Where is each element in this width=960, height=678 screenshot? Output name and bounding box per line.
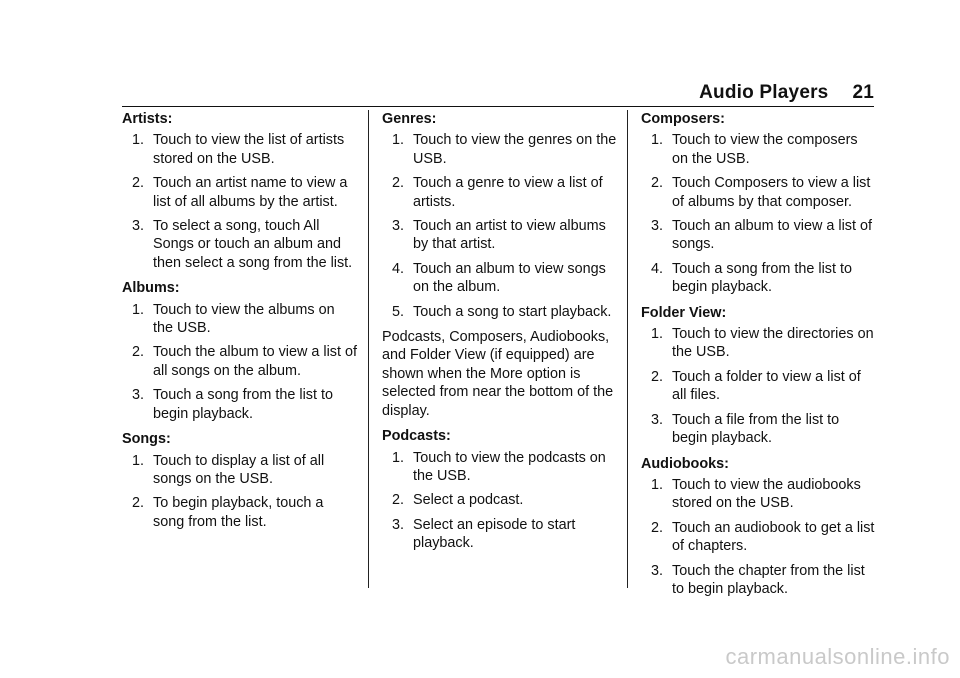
list-item [641, 411, 877, 448]
step-text: Touch an artist name to view a list of all albums by the artist. [153, 175, 348, 210]
list-item [641, 562, 877, 599]
artists-steps [122, 131, 358, 272]
step-number: 5. [391, 303, 404, 320]
list-item [122, 301, 358, 338]
list-item [122, 131, 358, 168]
section-heading-genres: Genres: [382, 111, 437, 127]
step-number: 2. [131, 344, 144, 361]
list-item [641, 217, 877, 254]
step-text: Touch the album to view a list of all songs on the album. [153, 344, 357, 379]
column-3 [641, 110, 877, 605]
list-item [382, 131, 618, 168]
step-text: Touch to display a list of all songs on the USB. [153, 452, 325, 487]
list-item [122, 343, 358, 380]
step-number: 3. [650, 218, 663, 235]
section-heading-albums: Albums: [122, 280, 180, 297]
step-text: Touch an album to view songs on the album. [413, 260, 606, 296]
list-item [641, 368, 877, 405]
step-number: 1. [131, 132, 144, 149]
step-number: 2. [650, 175, 663, 192]
step-number: 1. [391, 132, 404, 149]
section-heading-songs: Songs: [122, 431, 171, 448]
step-text: To select a song, touch All Songs or touch an album and then select a song from the list. [153, 218, 353, 271]
list-item [122, 452, 358, 489]
step-text: Touch a song from the list to begin playback. [672, 260, 852, 296]
step-number: 2. [391, 175, 404, 192]
section-heading-podcasts: Podcasts: [382, 428, 451, 445]
list-item [641, 260, 877, 297]
section-heading-artists: Artists: [122, 111, 173, 127]
albums-steps [122, 301, 358, 423]
audiobooks-steps [641, 476, 877, 598]
composers-steps [641, 131, 877, 296]
section-title: Audio Players [699, 82, 829, 103]
step-number: 3. [650, 562, 663, 579]
list-item [122, 174, 358, 211]
list-item [641, 325, 877, 362]
step-text: Touch Composers to view a list of albums by that composer. [672, 175, 871, 210]
podcasts-steps [382, 449, 618, 553]
step-number: 1. [131, 452, 144, 469]
list-item [641, 476, 877, 513]
step-text: Touch a song from the list to begin playback. [153, 387, 333, 422]
step-text: Touch to view the genres on the USB. [413, 132, 617, 167]
list-item [382, 449, 618, 486]
section-heading-composers: Composers: [641, 111, 725, 127]
step-text: Select an episode to start playback. [413, 516, 576, 552]
column-1 [122, 110, 358, 538]
list-item [122, 217, 358, 272]
step-number: 3. [650, 411, 663, 428]
step-text: Touch to view the directories on the USB. [672, 326, 874, 361]
step-text: Touch to view the podcasts on the USB. [413, 449, 606, 484]
step-text: Touch an album to view a list of songs. [672, 218, 872, 253]
page-header [699, 82, 874, 104]
step-number: 3. [391, 218, 404, 235]
list-item [382, 217, 618, 254]
folder-view-steps [641, 325, 877, 447]
step-text: Touch an audiobook to get a list of chapters. [672, 519, 875, 555]
column-2 [382, 110, 618, 560]
step-number: 4. [650, 260, 663, 277]
watermark: carmanualsonline.info [725, 644, 950, 669]
section-heading-folder-view: Folder View: [641, 304, 727, 321]
step-number: 3. [391, 516, 404, 533]
step-number: 2. [131, 495, 144, 512]
songs-steps [122, 452, 358, 532]
step-number: 1. [650, 326, 663, 343]
step-number: 2. [131, 175, 144, 192]
step-text: Touch a file from the list to begin playback. [672, 411, 840, 447]
list-item [382, 516, 618, 553]
step-text: Touch to view the composers on the USB. [672, 132, 858, 167]
step-number: 1. [131, 301, 144, 318]
step-number: 1. [650, 132, 663, 149]
step-number: 1. [650, 476, 663, 493]
step-text: Touch an artist to view albums by that artist. [413, 218, 606, 253]
column-divider [368, 110, 369, 588]
step-number: 1. [391, 449, 404, 466]
list-item [382, 303, 618, 321]
header-rule [122, 106, 874, 107]
step-number: 2. [650, 519, 663, 536]
list-item [641, 131, 877, 168]
list-item [641, 519, 877, 556]
step-number: 2. [650, 368, 663, 385]
page-number: 21 [852, 82, 874, 103]
step-number: 2. [391, 492, 404, 509]
step-text: Touch the chapter from the list to begin playback. [672, 562, 865, 597]
step-text: Touch a genre to view a list of artists. [413, 175, 603, 210]
section-heading-audiobooks: Audiobooks: [641, 455, 729, 472]
step-text: Touch a folder to view a list of all files. [672, 368, 861, 404]
step-number: 4. [391, 260, 404, 277]
step-text: Touch to view the list of artists stored on the USB. [153, 132, 345, 167]
list-item [382, 174, 618, 211]
step-text: Touch to view the albums on the USB. [153, 301, 335, 337]
step-text: Touch a song to start playback. [413, 303, 612, 320]
column-divider [627, 110, 628, 588]
list-item [641, 174, 877, 211]
list-item [382, 491, 618, 509]
step-text: To begin playback, touch a song from the list. [153, 495, 324, 530]
more-option-paragraph: Podcasts, Composers, Audiobooks, and Folder View (if equipped) are shown when the More option is selected from near the bottom of the display. [382, 329, 614, 419]
list-item [122, 494, 358, 531]
list-item [382, 260, 618, 297]
step-number: 3. [131, 387, 144, 404]
list-item [122, 386, 358, 423]
genres-steps [382, 131, 618, 321]
step-text: Select a podcast. [413, 492, 524, 509]
step-number: 3. [131, 218, 144, 235]
step-text: Touch to view the audiobooks stored on the USB. [672, 476, 861, 512]
